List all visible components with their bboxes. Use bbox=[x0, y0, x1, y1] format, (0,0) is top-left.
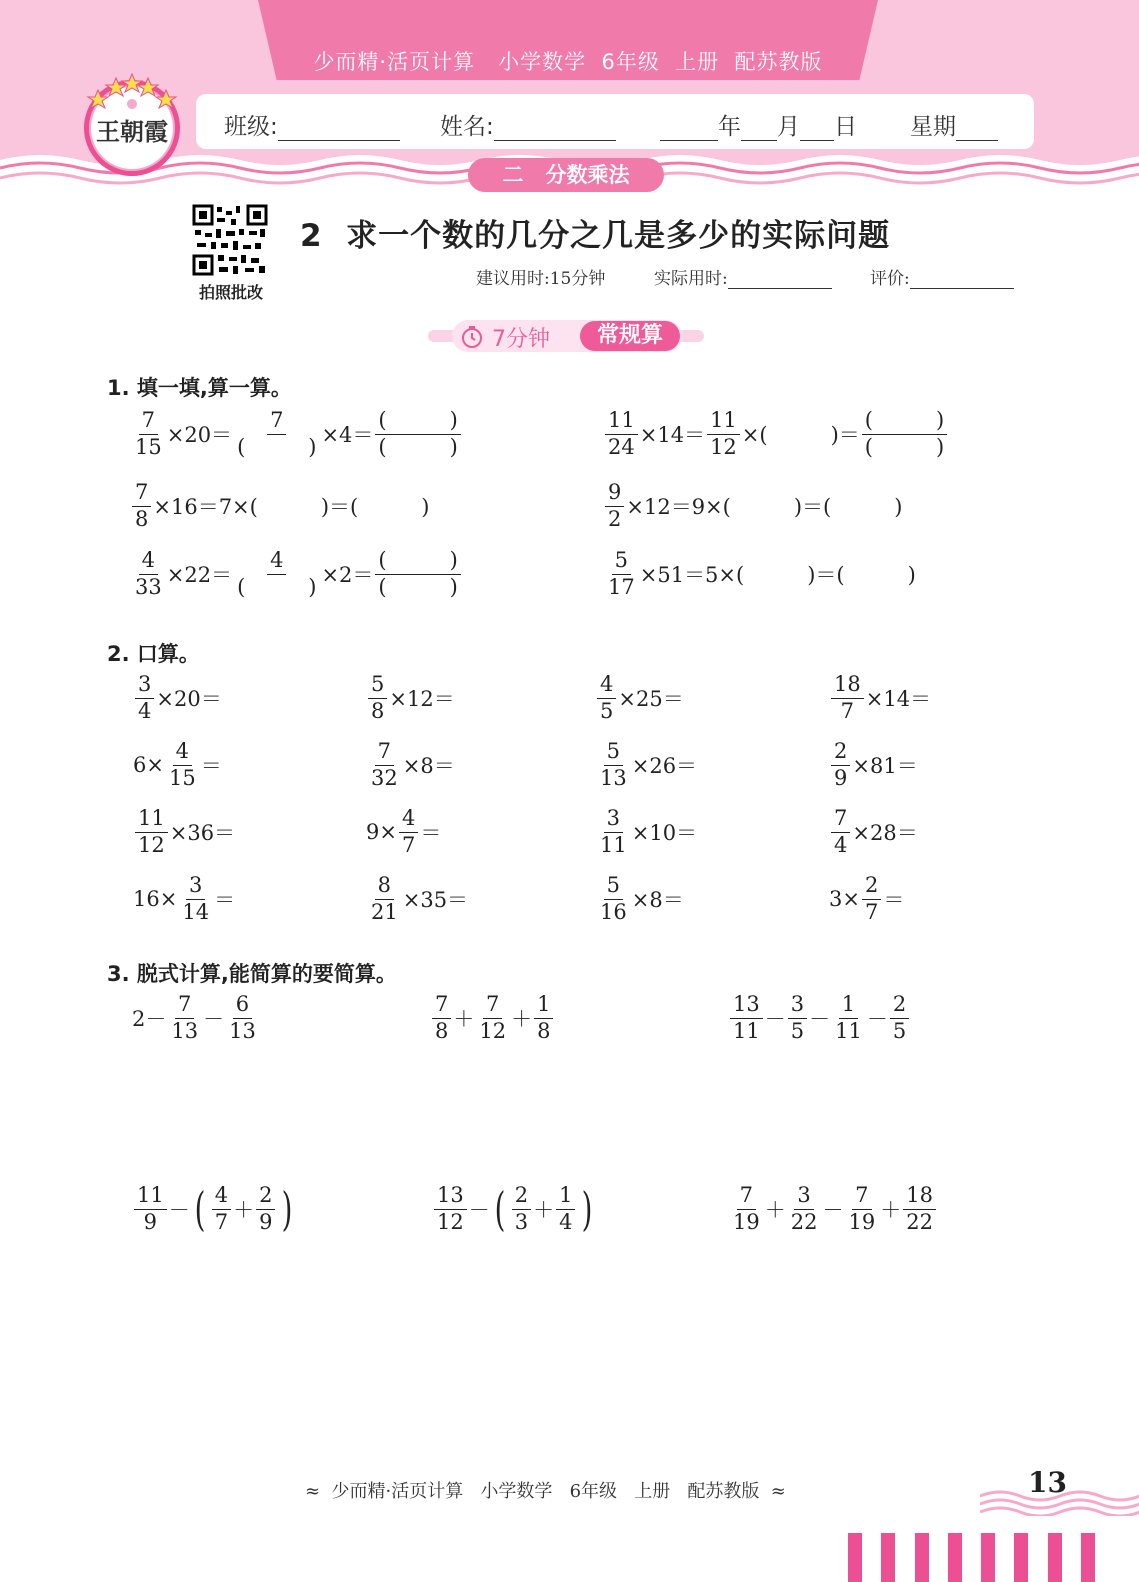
qr-code-icon[interactable] bbox=[191, 203, 269, 277]
mental-math-item[interactable]: $\frac{3}{11}$ ×10＝ bbox=[600, 806, 698, 857]
footer-series: ≈ 少而精·活页计算 小学数学 6年级 上册 配苏教版 ≈ bbox=[305, 1481, 786, 1502]
day-label: 日 bbox=[834, 114, 857, 140]
decor-stripe bbox=[915, 1533, 929, 1582]
suggested-time: 建议用时:15分钟 bbox=[476, 269, 606, 289]
qr-label: 拍照批改 bbox=[198, 283, 263, 302]
mental-math-item[interactable]: 16× $\frac{3}{14}$ ＝ bbox=[133, 873, 236, 924]
decor-stripe bbox=[981, 1533, 995, 1582]
decor-stripe bbox=[881, 1533, 895, 1582]
mental-math-item[interactable]: $\frac{7}{32}$ ×8＝ bbox=[371, 739, 455, 790]
section-2-heading: 2. 口算。 bbox=[107, 642, 200, 666]
class-field[interactable] bbox=[224, 108, 400, 141]
fill-exercise[interactable]: $\frac{7}{15}$ ×20＝ 7 ( ) ×4＝ ( ) ( ) bbox=[130, 408, 463, 460]
section-1-heading: 1. 填一填,算一算。 bbox=[107, 376, 292, 400]
fill-exercise[interactable]: $\frac{4}{33}$ ×22＝ 4 ( ) ×2＝ ( ) ( ) bbox=[130, 548, 463, 600]
fill-exercise[interactable]: $\frac{7}{8}$ ×16＝7×( )＝( ) bbox=[130, 480, 429, 532]
mental-math-item[interactable]: $\frac{7}{4}$ ×28＝ bbox=[829, 806, 918, 858]
actual-time-field[interactable] bbox=[654, 264, 832, 289]
mode-badge: 常规算 bbox=[580, 321, 680, 351]
step-calculation[interactable]: 7 8 ＋ 7 12 ＋ 1 8 bbox=[430, 992, 555, 1044]
mental-math-item[interactable]: $\frac{5}{16}$ ×8＝ bbox=[600, 873, 684, 924]
fill-exercise[interactable]: $\frac{11}{24}$ ×14＝ $\frac{11}{12}$ ×( )＝ ( ) ( ) bbox=[603, 408, 949, 460]
step-calculation[interactable]: 7 19 ＋ 3 22 － 7 19 ＋ 18 22 bbox=[728, 1183, 938, 1235]
evaluation-field[interactable] bbox=[870, 264, 1014, 289]
step-calculation[interactable]: 13 11 － 3 5 － 1 11 － 2 5 bbox=[728, 992, 911, 1044]
name-label: 姓名: bbox=[440, 114, 494, 140]
unit-label: 二 分数乘法 bbox=[468, 158, 664, 192]
actual-time-label: 实际用时: bbox=[654, 269, 728, 289]
series-title: 少而精·活页计算 小学数学 6年级 上册 配苏教版 bbox=[313, 50, 823, 74]
step-calculation[interactable]: 11 9 － ( 4 7 ＋ 2 9 ) bbox=[132, 1183, 297, 1235]
fill-exercise[interactable]: $\frac{9}{2}$ ×12＝9×( )＝( ) bbox=[603, 480, 902, 532]
decor-stripe bbox=[948, 1533, 962, 1582]
step-calculation[interactable]: 13 12 － ( 2 3 ＋ 1 4 ) bbox=[432, 1183, 597, 1235]
fill-exercise[interactable]: $\frac{5}{17}$ ×51＝5×( )＝( ) bbox=[608, 548, 916, 599]
decor-stripe bbox=[848, 1533, 862, 1582]
weekday-label: 星期 bbox=[910, 114, 956, 140]
timer-duration: 7分钟 bbox=[492, 327, 550, 352]
lesson-title: 2 求一个数的几分之几是多少的实际问题 bbox=[300, 218, 891, 254]
weekday-field[interactable] bbox=[910, 108, 998, 141]
decor-stripe bbox=[1014, 1533, 1028, 1582]
mental-math-item[interactable]: 3× $\frac{2}{7}$ ＝ bbox=[829, 873, 905, 924]
step-calculation[interactable]: 2－ 7 13 － 6 13 bbox=[132, 992, 256, 1043]
mental-math-item[interactable]: $\frac{8}{21}$ ×35＝ bbox=[371, 873, 469, 924]
evaluation-label: 评价: bbox=[870, 269, 910, 289]
name-field[interactable] bbox=[440, 108, 616, 141]
mental-math-item[interactable]: $\frac{18}{7}$ ×14＝ bbox=[829, 672, 931, 724]
page-number: 13 bbox=[1028, 1466, 1067, 1499]
mental-math-item[interactable]: $\frac{5}{13}$ ×26＝ bbox=[600, 739, 698, 790]
mental-math-item[interactable]: $\frac{2}{9}$ ×81＝ bbox=[829, 739, 918, 791]
mental-math-item[interactable]: $\frac{5}{8}$ ×12＝ bbox=[366, 672, 455, 724]
mental-math-item[interactable]: $\frac{3}{4}$ ×20＝ bbox=[133, 672, 222, 724]
brand-logo bbox=[80, 70, 184, 180]
mental-math-item[interactable]: $\frac{4}{5}$ ×25＝ bbox=[595, 672, 684, 724]
date-field[interactable] bbox=[660, 108, 857, 141]
section-3-heading: 3. 脱式计算,能简算的要简算。 bbox=[107, 962, 397, 986]
clock-icon bbox=[461, 326, 483, 348]
mental-math-item[interactable]: $\frac{11}{12}$ ×36＝ bbox=[133, 806, 235, 858]
decor-stripe bbox=[1081, 1533, 1095, 1582]
month-label: 月 bbox=[777, 114, 800, 140]
mental-math-item[interactable]: 6× $\frac{4}{15}$ ＝ bbox=[133, 739, 222, 790]
class-label: 班级: bbox=[224, 114, 278, 140]
year-label: 年 bbox=[718, 114, 741, 140]
svg-text:王朝霞: 王朝霞 bbox=[96, 117, 168, 146]
mental-math-item[interactable]: 9× $\frac{4}{7}$ ＝ bbox=[366, 806, 442, 857]
decor-stripe bbox=[1048, 1533, 1062, 1582]
